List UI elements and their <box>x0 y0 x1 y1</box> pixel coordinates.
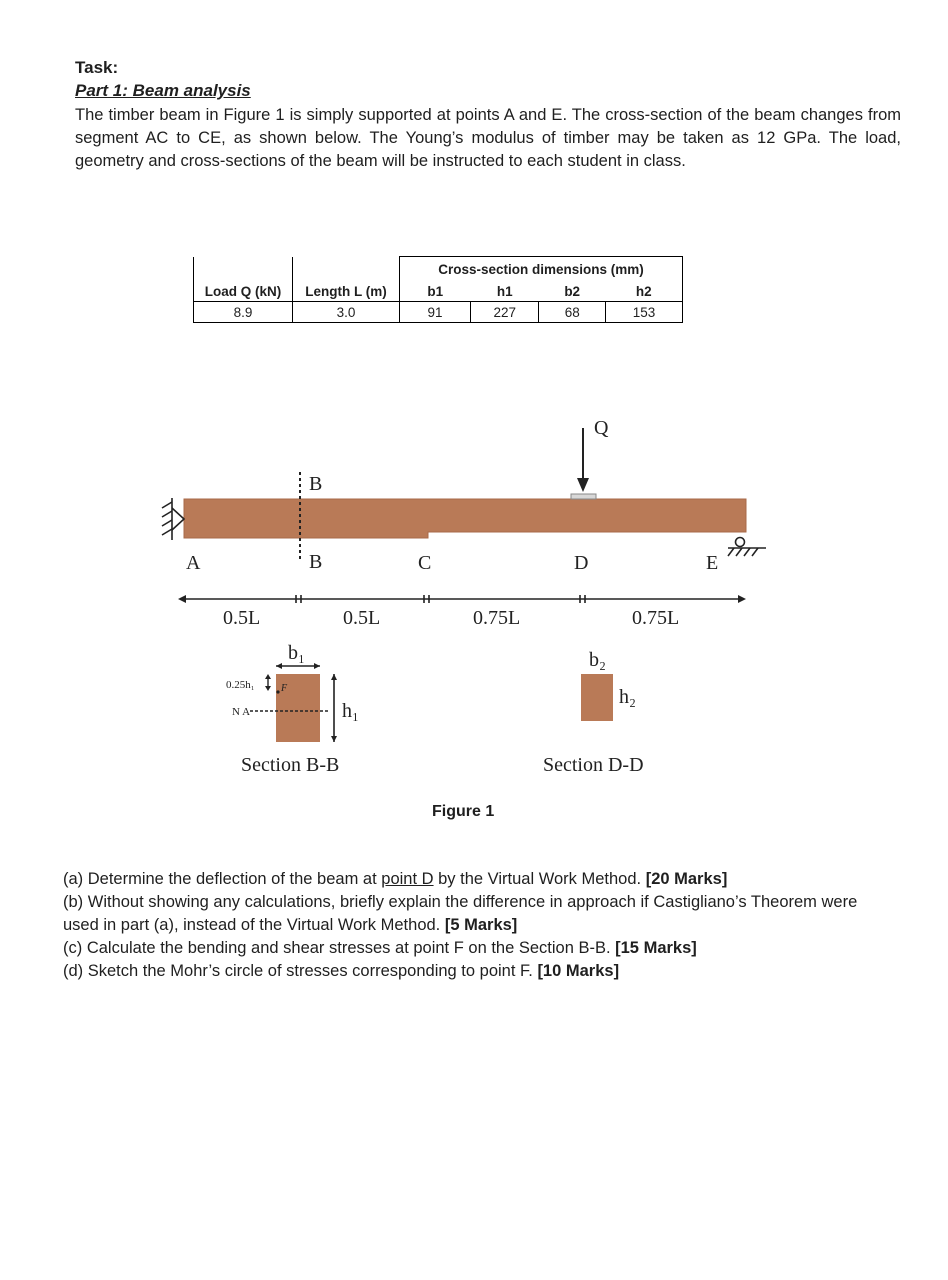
section-dd-shape <box>581 674 613 721</box>
arrow-left-icon <box>276 663 282 669</box>
section-dd-b-label: b₂ <box>589 649 606 671</box>
intro-paragraph: The timber beam in Figure 1 is simply supported at points A and E. The cross-section of the beam changes from segment AC to CE, as shown below. The Young’s modulus of timber may be taken as 12 GPa. The load, geometry and cross-sections of the beam will be instructed to each student in class. <box>75 106 901 170</box>
pin-support-a <box>162 498 184 540</box>
label-e: E <box>706 552 719 574</box>
table-cell-length: 3.0 <box>293 302 400 323</box>
question-b: (b) Without showing any calculations, briefly explain the difference in approach if Castigliano’s Theorem were used in part (a), instead of the Virtual Work Method. [5 Marks] <box>63 893 858 934</box>
arrow-down-icon <box>331 736 337 742</box>
part-title: Part 1: Beam analysis <box>75 81 251 100</box>
dimension-arrow-left-icon <box>178 595 186 603</box>
arrow-up-small-icon <box>265 674 271 679</box>
span-label-1: 0.5L <box>223 607 261 629</box>
arrow-down-small-icon <box>265 686 271 691</box>
quarter-height-label: 0.25h₁ <box>226 679 255 691</box>
table-header-load: Load Q (kN) <box>194 281 293 302</box>
figure-caption: Figure 1 <box>432 803 495 820</box>
table-header-h1: h1 <box>496 283 513 299</box>
point-f-marker <box>276 690 279 693</box>
table-header-h2: h2 <box>605 281 682 302</box>
span-label-4: 0.75L <box>632 607 680 629</box>
label-a: A <box>186 552 201 574</box>
question-d: (d) Sketch the Mohr’s circle of stresses corresponding to point F. [10 Marks] <box>63 962 620 980</box>
section-bb-h-label: h₁ <box>342 700 359 722</box>
span-label-3: 0.75L <box>473 607 521 629</box>
question-c: (c) Calculate the bending and shear stresses at point F on the Section B-B. [15 Marks] <box>63 939 697 957</box>
task-label: Task: <box>75 58 119 77</box>
arrow-right-icon <box>314 663 320 669</box>
neutral-axis-label: N A <box>232 706 251 718</box>
section-dd-h-label: h₂ <box>619 686 636 708</box>
table-header-b1: b1 <box>400 281 471 302</box>
label-c: C <box>418 552 432 574</box>
arrow-up-icon <box>331 674 337 680</box>
table-header-spacer <box>194 257 293 282</box>
label-b-bottom: B <box>309 551 323 573</box>
dimensions-table <box>193 256 683 323</box>
table-cell-load: 8.9 <box>194 302 293 323</box>
section-bb-b-label: b₁ <box>288 642 305 664</box>
table-header-spacer <box>293 257 400 282</box>
section-dd-caption: Section D-D <box>543 754 644 776</box>
table-cell-b2: 68 <box>539 302 605 323</box>
table-group-header: Cross-section dimensions (mm) <box>400 257 683 282</box>
beam-body <box>184 499 746 538</box>
dimension-arrow-right-icon <box>738 595 746 603</box>
beam-figure <box>0 380 948 790</box>
table-cell-h2: 153 <box>605 302 682 323</box>
table-cell-h1: 227 <box>471 302 539 323</box>
table-cell-b1: 91 <box>400 302 471 323</box>
dimension-line <box>180 595 744 603</box>
questions-list <box>63 868 893 983</box>
table-header-b2: b2 <box>564 283 581 299</box>
roller-support-e <box>728 538 766 557</box>
question-a: (a) Determine the deflection of the beam at point D by the Virtual Work Method. [20 Marks] <box>63 870 728 888</box>
span-label-2: 0.5L <box>343 607 381 629</box>
table-header-length: Length L (m) <box>293 281 400 302</box>
point-f-label: F <box>281 683 288 694</box>
section-bb-caption: Section B-B <box>241 754 340 776</box>
load-arrow <box>571 428 596 499</box>
section-dd <box>543 649 644 776</box>
section-bb <box>226 642 359 776</box>
label-b-top: B <box>309 473 323 495</box>
label-q: Q <box>594 417 609 439</box>
label-d: D <box>574 552 589 574</box>
